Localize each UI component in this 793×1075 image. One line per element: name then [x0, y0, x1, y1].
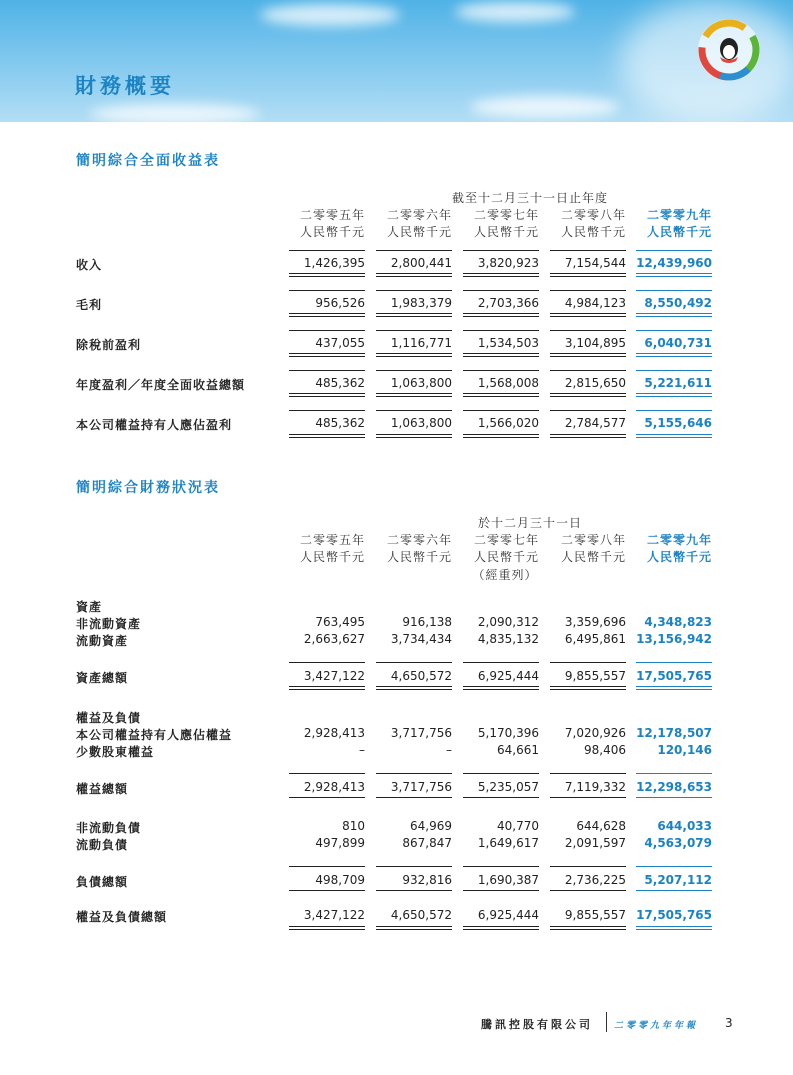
rule-line — [636, 773, 712, 774]
value-cell: 810 — [342, 819, 365, 833]
rule-line — [550, 773, 626, 774]
unit-header: 人民幣千元 — [560, 225, 626, 239]
rule-line — [289, 929, 365, 930]
value-cell: 5,221,611 — [644, 376, 712, 390]
year-header-2009: 二零零九年 — [646, 533, 712, 547]
rule-line — [636, 437, 712, 438]
rule-line — [636, 290, 712, 291]
income-period-header: 截至十二月三十一日止年度 — [451, 191, 608, 205]
rule-line — [463, 353, 539, 354]
value-cell: 7,119,332 — [564, 780, 626, 794]
rule-line — [376, 929, 452, 930]
rule-line — [463, 689, 539, 690]
value-cell: 12,178,507 — [636, 726, 712, 740]
rule-line — [550, 890, 626, 891]
footer-report: 二零零九年年報 — [614, 1021, 699, 1031]
rule-line — [550, 290, 626, 291]
header-banner — [0, 0, 793, 122]
rule-line — [463, 410, 539, 411]
rule-line — [636, 396, 712, 397]
value-cell: 4,348,823 — [644, 615, 712, 629]
rule-line — [550, 410, 626, 411]
rule-line — [376, 273, 452, 274]
value-cell: 17,505,765 — [636, 669, 712, 683]
rule-line — [550, 276, 626, 277]
rule-line — [289, 437, 365, 438]
value-cell: 64,969 — [410, 819, 452, 833]
rule-line — [550, 866, 626, 867]
value-cell: 867,847 — [402, 836, 452, 850]
rule-line — [550, 396, 626, 397]
rule-line — [550, 434, 626, 435]
value-cell: 6,925,444 — [477, 669, 539, 683]
rule-line — [289, 276, 365, 277]
unit-header: 人民幣千元 — [646, 550, 712, 564]
rule-line — [289, 393, 365, 394]
rule-line — [289, 273, 365, 274]
rule-line — [376, 370, 452, 371]
row-label: 少數股東權益 — [76, 745, 155, 759]
row-label: 收入 — [76, 258, 103, 272]
year-header-2008: 二零零八年 — [560, 208, 626, 222]
value-cell: 17,505,765 — [636, 908, 712, 922]
value-cell: 3,734,434 — [390, 632, 452, 646]
equity-liab-heading: 權益及負債 — [76, 711, 142, 725]
year-header-2006: 二零零六年 — [386, 533, 452, 547]
rule-line — [463, 276, 539, 277]
rule-line — [463, 330, 539, 331]
year-header-2006: 二零零六年 — [386, 208, 452, 222]
value-cell: 1,568,008 — [477, 376, 539, 390]
value-cell: 98,406 — [584, 743, 626, 757]
rule-line — [636, 370, 712, 371]
rule-line — [376, 396, 452, 397]
rule-line — [289, 797, 365, 798]
rule-line — [636, 330, 712, 331]
footer-divider — [606, 1012, 607, 1032]
rule-line — [289, 396, 365, 397]
value-cell: 498,709 — [315, 873, 365, 887]
value-cell: – — [359, 743, 365, 757]
value-cell: 1,534,503 — [477, 336, 539, 350]
row-label: 本公司權益持有人應佔盈利 — [76, 418, 233, 432]
unit-header: 人民幣千元 — [386, 225, 452, 239]
value-cell: 2,784,577 — [564, 416, 626, 430]
value-cell: 2,928,413 — [303, 780, 365, 794]
year-header-2005: 二零零五年 — [299, 208, 365, 222]
value-cell: 9,855,557 — [564, 669, 626, 683]
value-cell: 12,439,960 — [636, 256, 712, 270]
year-header-2005: 二零零五年 — [299, 533, 365, 547]
row-label: 除稅前盈利 — [76, 338, 142, 352]
rule-line — [550, 662, 626, 663]
row-label: 流動資產 — [76, 634, 129, 648]
rule-line — [376, 330, 452, 331]
rule-line — [463, 316, 539, 317]
value-cell: 1,426,395 — [303, 256, 365, 270]
value-cell: 13,156,942 — [636, 632, 712, 646]
rule-line — [289, 926, 365, 927]
rule-line — [550, 929, 626, 930]
rule-line — [550, 686, 626, 687]
income-section-title: 簡明綜合全面收益表 — [76, 153, 220, 169]
value-cell: 485,362 — [315, 416, 365, 430]
value-cell: 40,770 — [497, 819, 539, 833]
year-header-2008: 二零零八年 — [560, 533, 626, 547]
cloud-decoration — [90, 104, 260, 122]
value-cell: 2,663,627 — [303, 632, 365, 646]
rule-line — [550, 353, 626, 354]
value-cell: 4,835,132 — [477, 632, 539, 646]
rule-line — [550, 330, 626, 331]
value-cell: 1,983,379 — [390, 296, 452, 310]
rule-line — [636, 273, 712, 274]
rule-line — [376, 410, 452, 411]
value-cell: 6,495,861 — [564, 632, 626, 646]
rule-line — [550, 370, 626, 371]
rule-line — [289, 313, 365, 314]
value-cell: 9,855,557 — [564, 908, 626, 922]
rule-line — [289, 250, 365, 251]
value-cell: 4,563,079 — [644, 836, 712, 850]
unit-header: 人民幣千元 — [646, 225, 712, 239]
rule-line — [550, 926, 626, 927]
value-cell: 763,495 — [315, 615, 365, 629]
row-label: 流動負債 — [76, 838, 129, 852]
row-label: 非流動資產 — [76, 617, 142, 631]
rule-line — [550, 393, 626, 394]
rule-line — [550, 689, 626, 690]
rule-line — [636, 313, 712, 314]
rule-line — [289, 316, 365, 317]
rule-line — [550, 316, 626, 317]
rule-line — [289, 866, 365, 867]
rule-line — [463, 662, 539, 663]
rule-line — [289, 370, 365, 371]
balance-section-title: 簡明綜合財務狀況表 — [76, 480, 220, 496]
rule-line — [550, 437, 626, 438]
value-cell: 956,526 — [315, 296, 365, 310]
page-title: 財務概要 — [75, 74, 175, 98]
row-label: 權益總額 — [76, 782, 129, 796]
rule-line — [636, 686, 712, 687]
value-cell: 1,690,387 — [477, 873, 539, 887]
rule-line — [289, 290, 365, 291]
value-cell: 4,650,572 — [390, 669, 452, 683]
rule-line — [376, 434, 452, 435]
value-cell: 1,063,800 — [390, 376, 452, 390]
row-label: 負債總額 — [76, 875, 129, 889]
rule-line — [550, 356, 626, 357]
rule-line — [376, 689, 452, 690]
rule-line — [636, 866, 712, 867]
rule-line — [376, 276, 452, 277]
rule-line — [463, 290, 539, 291]
value-cell: 3,104,895 — [564, 336, 626, 350]
rule-line — [463, 250, 539, 251]
value-cell: 120,146 — [657, 743, 712, 757]
rule-line — [376, 250, 452, 251]
rule-line — [289, 686, 365, 687]
value-cell: 2,736,225 — [564, 873, 626, 887]
rule-line — [289, 689, 365, 690]
value-cell: 2,928,413 — [303, 726, 365, 740]
rule-line — [289, 330, 365, 331]
value-cell: 1,649,617 — [477, 836, 539, 850]
rule-line — [376, 356, 452, 357]
value-cell: 3,427,122 — [303, 669, 365, 683]
rule-line — [289, 356, 365, 357]
year-header-2007: 二零零七年 — [473, 533, 539, 547]
unit-header: 人民幣千元 — [299, 225, 365, 239]
rule-line — [463, 370, 539, 371]
value-cell: 6,040,731 — [644, 336, 712, 350]
footer-company: 騰訊控股有限公司 — [481, 1018, 593, 1031]
value-cell: 916,138 — [402, 615, 452, 629]
rule-line — [550, 273, 626, 274]
rule-line — [463, 356, 539, 357]
row-label: 年度盈利／年度全面收益總額 — [76, 378, 246, 392]
value-cell: 2,815,650 — [564, 376, 626, 390]
rule-line — [463, 890, 539, 891]
rule-line — [289, 890, 365, 891]
value-cell: 1,063,800 — [390, 416, 452, 430]
value-cell: 2,090,312 — [477, 615, 539, 629]
rule-line — [636, 410, 712, 411]
value-cell: 5,170,396 — [477, 726, 539, 740]
rule-line — [376, 686, 452, 687]
unit-header: 人民幣千元 — [386, 550, 452, 564]
rule-line — [289, 662, 365, 663]
unit-header: 人民幣千元 — [473, 550, 539, 564]
rule-line — [376, 773, 452, 774]
rule-line — [463, 313, 539, 314]
rule-line — [376, 926, 452, 927]
value-cell: 2,703,366 — [477, 296, 539, 310]
value-cell: – — [446, 743, 452, 757]
rule-line — [463, 866, 539, 867]
value-cell: 4,650,572 — [390, 908, 452, 922]
rule-line — [376, 313, 452, 314]
value-cell: 497,899 — [315, 836, 365, 850]
year-header-2009: 二零零九年 — [646, 208, 712, 222]
unit-header: 人民幣千元 — [299, 550, 365, 564]
rule-line — [636, 276, 712, 277]
rule-line — [376, 890, 452, 891]
rule-line — [463, 773, 539, 774]
year-header-2007: 二零零七年 — [473, 208, 539, 222]
value-cell: 3,427,122 — [303, 908, 365, 922]
value-cell: 5,155,646 — [644, 416, 712, 430]
rule-line — [550, 313, 626, 314]
rule-line — [463, 434, 539, 435]
rule-line — [636, 926, 712, 927]
value-cell: 2,091,597 — [564, 836, 626, 850]
rule-line — [376, 437, 452, 438]
rule-line — [289, 410, 365, 411]
rule-line — [636, 929, 712, 930]
restated-note: （經重列） — [472, 568, 538, 582]
row-label: 非流動負債 — [76, 821, 142, 835]
company-logo-icon — [696, 17, 762, 83]
value-cell: 7,154,544 — [564, 256, 626, 270]
rule-line — [463, 926, 539, 927]
unit-header: 人民幣千元 — [560, 550, 626, 564]
rule-line — [376, 797, 452, 798]
value-cell: 932,816 — [402, 873, 452, 887]
rule-line — [636, 890, 712, 891]
value-cell: 6,925,444 — [477, 908, 539, 922]
value-cell: 1,116,771 — [390, 336, 452, 350]
cloud-decoration — [260, 4, 400, 26]
rule-line — [636, 393, 712, 394]
value-cell: 12,298,653 — [636, 780, 712, 794]
rule-line — [376, 353, 452, 354]
rule-line — [636, 316, 712, 317]
rule-line — [636, 662, 712, 663]
value-cell: 3,717,756 — [390, 726, 452, 740]
rule-line — [636, 356, 712, 357]
value-cell: 1,566,020 — [477, 416, 539, 430]
rule-line — [636, 353, 712, 354]
rule-line — [463, 273, 539, 274]
value-cell: 8,550,492 — [644, 296, 712, 310]
rule-line — [376, 393, 452, 394]
rule-line — [463, 797, 539, 798]
rule-line — [550, 797, 626, 798]
rule-line — [289, 773, 365, 774]
rule-line — [376, 316, 452, 317]
value-cell: 64,661 — [497, 743, 539, 757]
row-label: 資產總額 — [76, 671, 129, 685]
value-cell: 5,235,057 — [477, 780, 539, 794]
value-cell: 5,207,112 — [644, 873, 712, 887]
row-label: 毛利 — [76, 298, 103, 312]
rule-line — [376, 290, 452, 291]
value-cell: 2,800,441 — [390, 256, 452, 270]
assets-heading: 資產 — [76, 600, 103, 614]
value-cell: 3,717,756 — [390, 780, 452, 794]
rule-line — [463, 396, 539, 397]
balance-period-header: 於十二月三十一日 — [477, 516, 582, 530]
value-cell: 644,033 — [657, 819, 712, 833]
value-cell: 7,020,926 — [564, 726, 626, 740]
rule-line — [636, 797, 712, 798]
rule-line — [636, 434, 712, 435]
unit-header: 人民幣千元 — [473, 225, 539, 239]
value-cell: 437,055 — [315, 336, 365, 350]
rule-line — [289, 434, 365, 435]
value-cell: 644,628 — [576, 819, 626, 833]
rule-line — [463, 686, 539, 687]
cloud-decoration — [455, 2, 575, 22]
cloud-decoration — [470, 96, 620, 118]
page-number: 3 — [725, 1016, 733, 1030]
rule-line — [463, 929, 539, 930]
rule-line — [463, 393, 539, 394]
rule-line — [376, 662, 452, 663]
rule-line — [463, 437, 539, 438]
value-cell: 485,362 — [315, 376, 365, 390]
rule-line — [636, 250, 712, 251]
rule-line — [636, 689, 712, 690]
value-cell: 4,984,123 — [564, 296, 626, 310]
row-label: 本公司權益持有人應佔權益 — [76, 728, 233, 742]
rule-line — [550, 250, 626, 251]
value-cell: 3,359,696 — [564, 615, 626, 629]
rule-line — [289, 353, 365, 354]
row-label: 權益及負債總額 — [76, 910, 168, 924]
value-cell: 3,820,923 — [477, 256, 539, 270]
rule-line — [376, 866, 452, 867]
